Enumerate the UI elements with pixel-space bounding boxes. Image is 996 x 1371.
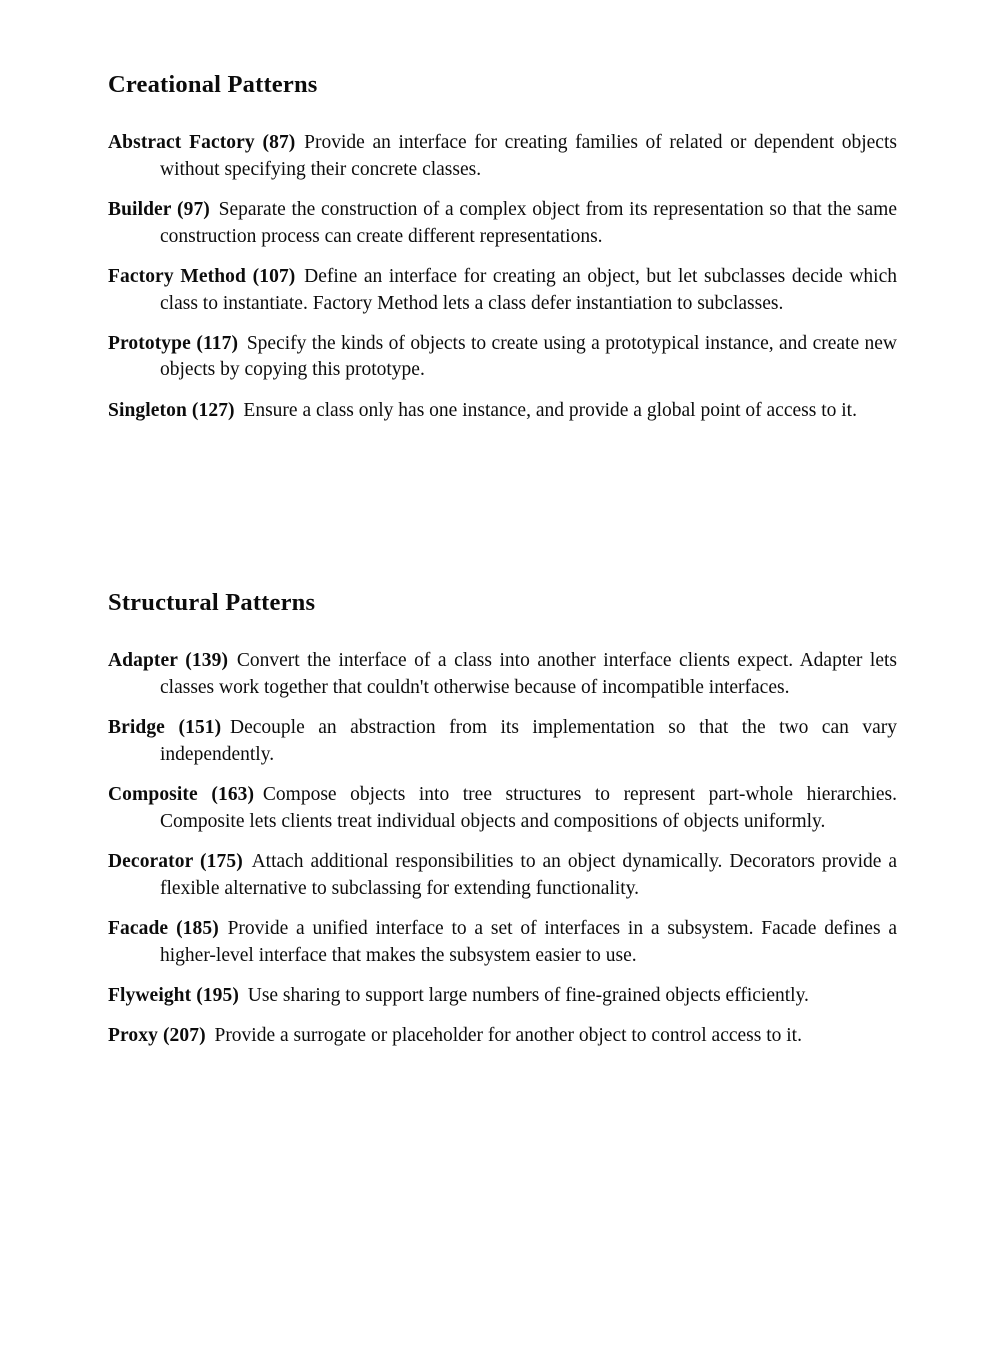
pattern-page-ref: (151) xyxy=(178,717,222,739)
pattern-entry xyxy=(108,983,897,1010)
pattern-entry xyxy=(108,1023,897,1050)
pattern-description: Define an interface for creating an object, but let subclasses decide which class to instantiate. Factory Method lets a class defer instantiation to subclasses. xyxy=(160,265,897,314)
pattern-description: Separate the construction of a complex object from its representation so that the same construction process can create different representations. xyxy=(160,198,897,247)
pattern-term xyxy=(108,784,254,805)
pattern-entry xyxy=(108,648,897,701)
pattern-name: Singleton xyxy=(108,399,187,421)
pattern-term xyxy=(108,400,235,421)
pattern-description: Attach additional responsibilities to an object dynamically. Decorators provide a flexible alternative to subclassing for extending functionality. xyxy=(160,851,897,899)
pattern-entry xyxy=(108,715,897,768)
pattern-page-ref: (87) xyxy=(262,132,296,153)
pattern-name: Factory Method xyxy=(108,265,246,287)
pattern-description: Use sharing to support large numbers of fine-grained objects efficiently. xyxy=(247,984,809,1006)
pattern-page-ref: (127) xyxy=(191,399,235,421)
pattern-entry xyxy=(108,398,897,425)
pattern-description: Ensure a class only has one instance, and provide a global point of access to it. xyxy=(243,399,857,421)
pattern-page-ref: (107) xyxy=(252,265,296,287)
pattern-description: Provide an interface for creating families of related or dependent objects without specifying their concrete classes. xyxy=(160,132,897,180)
pattern-term xyxy=(108,918,219,939)
pattern-entry xyxy=(108,130,897,183)
pattern-name: Prototype xyxy=(108,332,191,354)
pattern-entry xyxy=(108,849,897,902)
pattern-term xyxy=(108,650,228,671)
pattern-term xyxy=(108,199,210,220)
pattern-term xyxy=(108,1025,206,1046)
pattern-term xyxy=(108,132,295,153)
pattern-entry xyxy=(108,782,897,835)
pattern-term xyxy=(108,851,243,872)
pattern-entry xyxy=(108,197,897,250)
pattern-page-ref: (117) xyxy=(196,332,239,354)
pattern-name: Bridge xyxy=(108,717,165,739)
pattern-description: Decouple an abstraction from its implementation so that the two can vary independently. xyxy=(160,717,897,765)
pattern-name: Abstract Factory xyxy=(108,132,255,153)
pattern-term xyxy=(108,266,295,287)
pattern-name: Builder xyxy=(108,198,172,220)
pattern-entry xyxy=(108,264,897,317)
pattern-name: Decorator xyxy=(108,851,193,873)
pattern-name: Proxy xyxy=(108,1025,158,1047)
pattern-description: Convert the interface of a class into another interface clients expect. Adapter lets classes work together that couldn't otherwise because of incompatible interfaces. xyxy=(160,650,897,699)
section-heading: Structural Patterns xyxy=(108,589,316,617)
pattern-page-ref: (163) xyxy=(211,784,255,806)
entry-list xyxy=(108,130,897,424)
pattern-name: Composite xyxy=(108,784,198,806)
pattern-page-ref: (139) xyxy=(185,650,229,672)
pattern-description: Provide a surrogate or placeholder for another object to control access to it. xyxy=(214,1025,802,1047)
pattern-term xyxy=(108,333,238,354)
pattern-name: Flyweight xyxy=(108,984,192,1006)
pattern-term xyxy=(108,985,239,1006)
pattern-page-ref: (207) xyxy=(162,1025,206,1047)
pattern-page-ref: (185) xyxy=(176,917,219,939)
pattern-name: Adapter xyxy=(108,650,178,672)
pattern-section xyxy=(108,71,897,424)
pattern-entry xyxy=(108,916,897,969)
pattern-page-ref: (97) xyxy=(177,198,210,220)
pattern-name: Facade xyxy=(108,917,169,939)
pattern-section xyxy=(108,589,897,1049)
pattern-page-ref: (195) xyxy=(196,984,239,1006)
pattern-description: Specify the kinds of objects to create using a prototypical instance, and create new objects by copying this prototype. xyxy=(160,332,897,381)
section-heading: Creational Patterns xyxy=(108,71,318,98)
pattern-page-ref: (175) xyxy=(200,851,243,873)
pattern-entry xyxy=(108,331,897,384)
pattern-description: Provide a unified interface to a set of interfaces in a subsystem. Facade defines a higher-level interface that makes the subsystem easier to use. xyxy=(160,917,897,966)
pattern-term xyxy=(108,717,221,738)
pattern-description: Compose objects into tree structures to represent part-whole hierarchies. Composite lets clients treat individual objects and compositions of objects uniformly. xyxy=(160,784,897,832)
entry-list xyxy=(108,648,897,1049)
